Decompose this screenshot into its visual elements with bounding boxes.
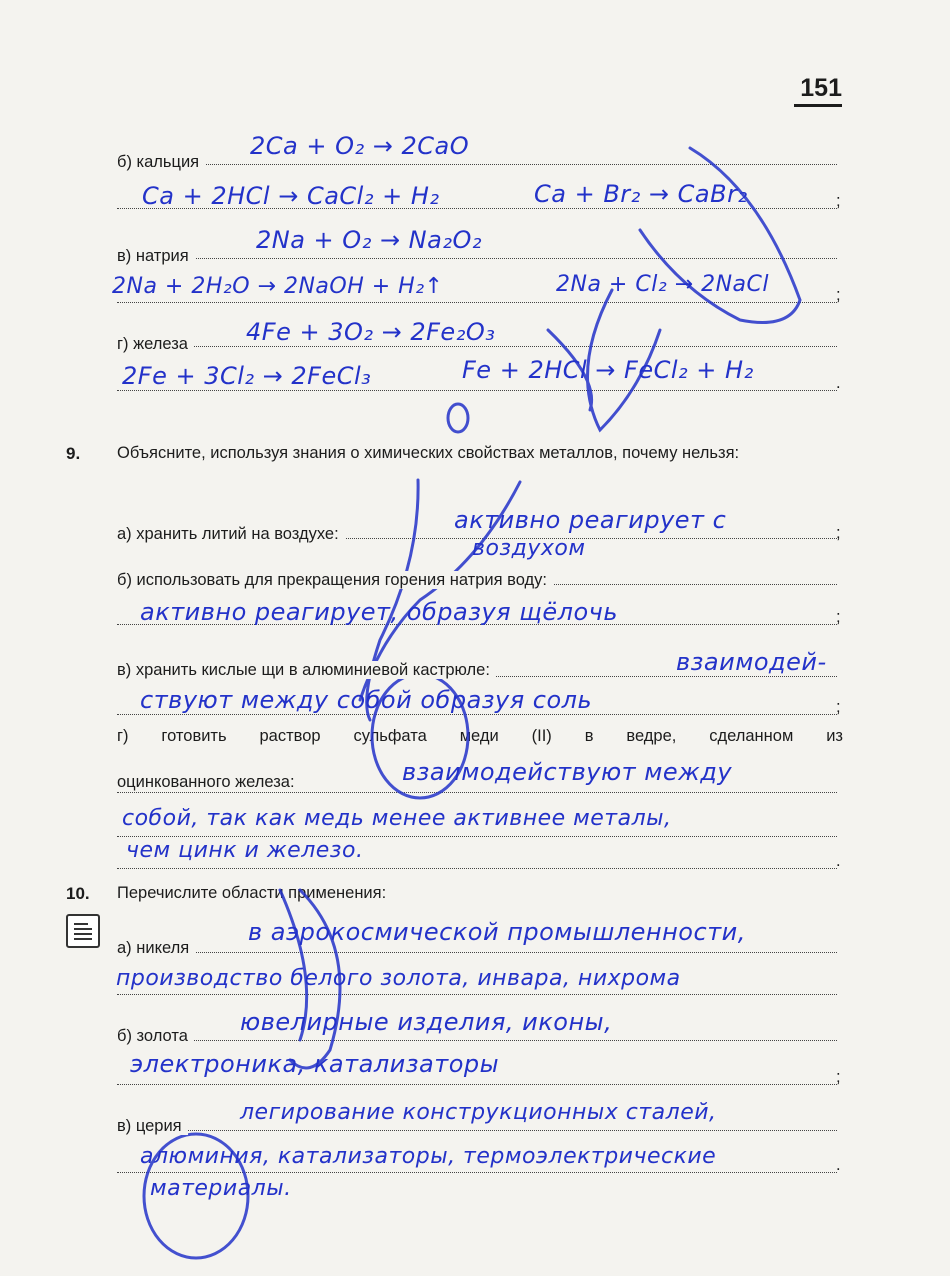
scribble-stroke (588, 290, 661, 430)
q9c-label: в) хранить кислые щи в алюминиевой кастрюле: (117, 661, 496, 679)
q9d-answer-3: чем цинк и железо. (126, 838, 364, 863)
q10a-answer-1: в аэрокосмической промышленности, (248, 918, 746, 946)
q9d-answer-2: собой, так как медь менее активнее металы, (122, 806, 672, 831)
question-9-number: 9. (66, 444, 81, 463)
page-number: 151 (794, 74, 842, 107)
question-10-text: Перечислите области применения: (117, 884, 387, 902)
calcium-label: б) кальция (117, 153, 205, 171)
q9b-answer: активно реагирует, образуя щёлочь (140, 598, 618, 626)
calcium-answer-2b: Ca + Br₂ → CaBr₂ (534, 180, 748, 208)
sodium-label: в) натрия (117, 247, 195, 265)
iron-answer-2b: Fe + 2HCl → FeCl₂ + H₂ (462, 356, 754, 384)
q9a-answer-2: воздухом (472, 536, 586, 561)
q9c-answer-1: взаимодей- (676, 648, 827, 676)
question-10-number: 10. (66, 884, 90, 903)
semicolon: ; (836, 608, 841, 626)
scribble-oval (448, 404, 468, 432)
semicolon: ; (836, 192, 841, 210)
q9a-label: а) хранить литий на воздухе: (117, 525, 345, 543)
scribble-oval (144, 1134, 248, 1258)
q10a-label: а) никеля (117, 939, 195, 957)
iron-answer-1: 4Fe + 3O₂ → 2Fe₂O₃ (246, 318, 496, 346)
semicolon: ; (836, 698, 841, 716)
scribble-stroke (290, 890, 340, 1068)
calcium-answer-1: 2Ca + O₂ → 2CaO (250, 132, 470, 160)
sodium-answer-2a: 2Na + 2H₂O → 2NaOH + H₂↑ (112, 274, 444, 299)
period: . (836, 852, 841, 870)
semicolon: ; (836, 1068, 841, 1086)
q9d-answer-1: взаимодействуют между (402, 758, 733, 786)
q9c-answer-2: ствуют между собой образуя соль (140, 686, 593, 714)
sodium-answer-2b: 2Na + Cl₂ → 2NaCl (556, 272, 769, 297)
q9a-answer-1: активно реагирует с (454, 506, 727, 534)
q10a-answer-2: производство белого золота, инвара, нихрома (116, 966, 681, 991)
q9d-label-2: оцинкованного железа: (117, 773, 301, 791)
semicolon: ; (836, 524, 841, 542)
q10c-label: в) церия (117, 1117, 188, 1135)
scribble-curve (640, 148, 800, 323)
scribble-oval (372, 674, 468, 798)
question-9-text: Объясните, используя знания о химических свойствах металлов, почему нельзя: (117, 444, 740, 462)
q9b-label: б) использовать для прекращения горения натрия воду: (117, 571, 553, 589)
semicolon: ; (836, 286, 841, 304)
q10b-answer-1: ювелирные изделия, иконы, (240, 1008, 613, 1036)
q9d-label-1: г) готовить раствор сульфата меди (II) в ведре, сделанном из (117, 727, 843, 745)
q10b-label: б) золота (117, 1027, 194, 1045)
iron-label: г) железа (117, 335, 194, 353)
scribble-stroke (280, 890, 307, 1040)
sodium-answer-1: 2Na + O₂ → Na₂O₂ (256, 226, 482, 254)
q10c-answer-1: легирование конструкционных сталей, (240, 1100, 717, 1125)
q10c-answer-2: алюминия, катализаторы, термоэлектрические (140, 1144, 717, 1169)
q10b-answer-2: электроника, катализаторы (130, 1050, 500, 1078)
calcium-answer-2a: Ca + 2HCl → CaCl₂ + H₂ (142, 182, 440, 210)
iron-answer-2a: 2Fe + 3Cl₂ → 2FeCl₃ (122, 362, 372, 390)
q10c-answer-3: материалы. (150, 1176, 292, 1201)
period: . (836, 1156, 841, 1174)
scribble-stroke (548, 330, 592, 410)
period: . (836, 374, 841, 392)
